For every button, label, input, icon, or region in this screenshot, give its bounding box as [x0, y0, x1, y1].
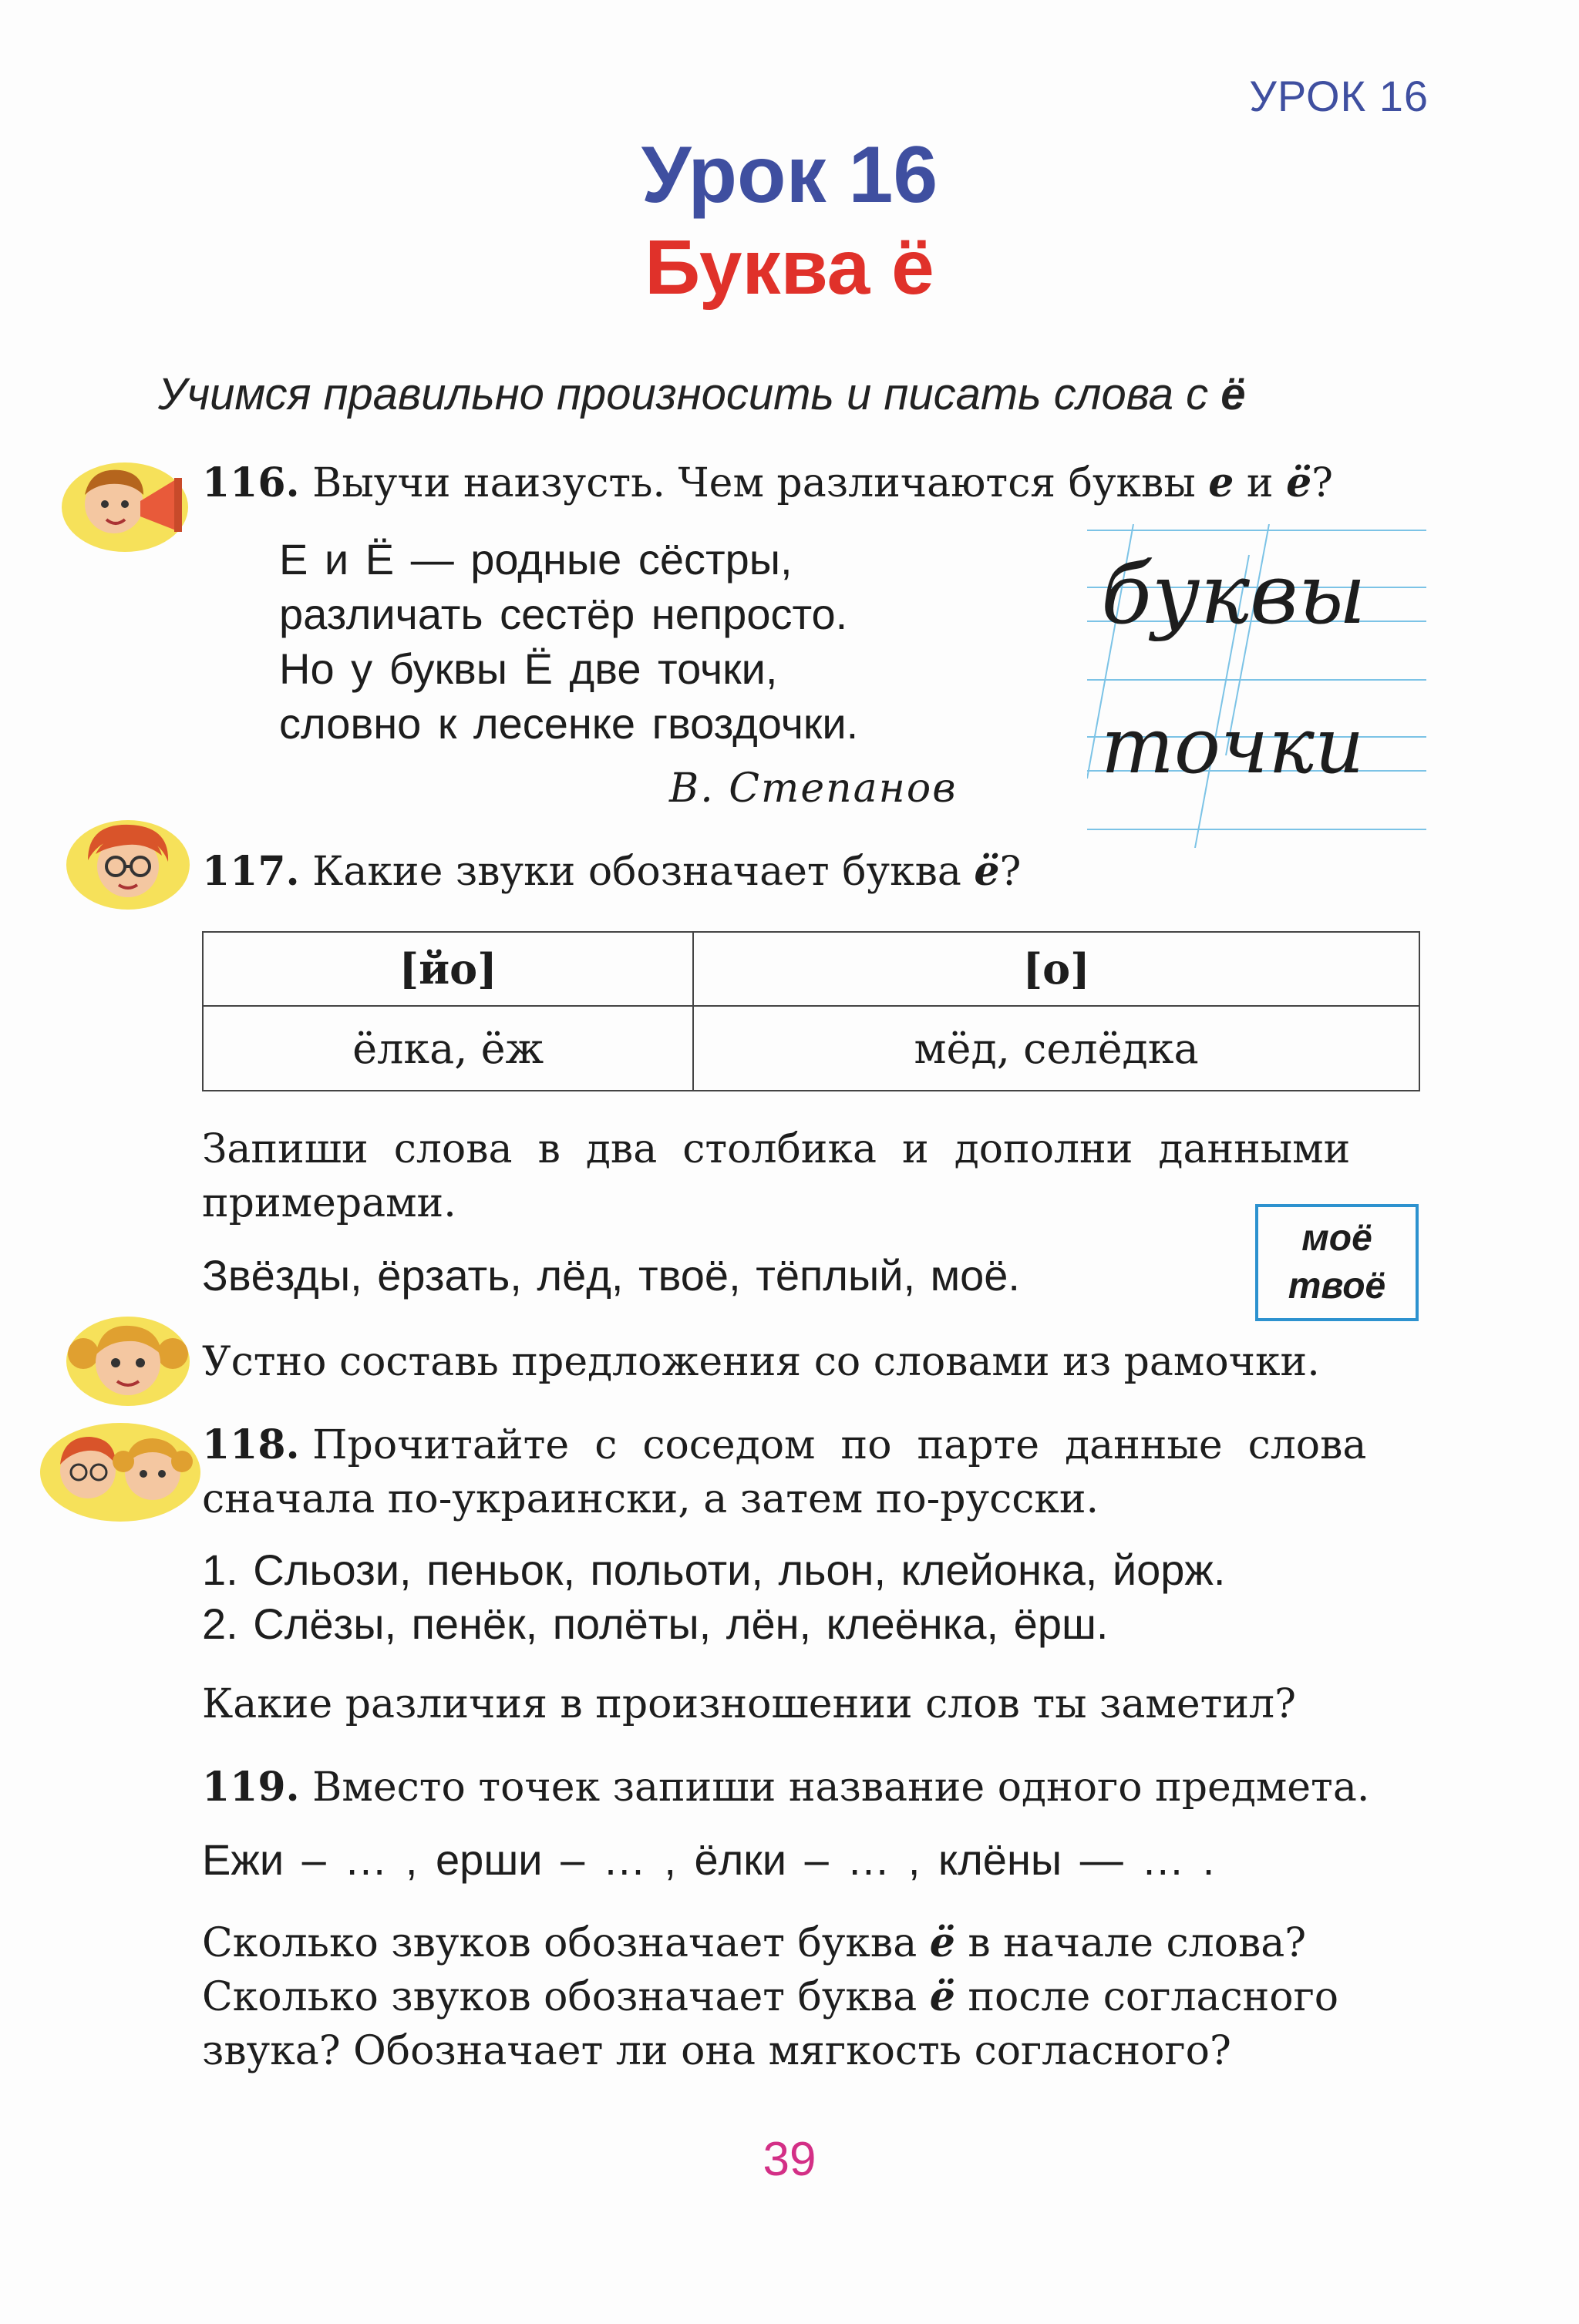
exercise-number: 119.	[202, 1764, 300, 1811]
page-number: 39	[763, 2133, 816, 2186]
list-item: 2. Слёзы, пенёк, полёты, лён, клеёнка, ёрш.	[202, 1599, 1109, 1648]
poem-line: различать сестёр непросто.	[279, 590, 848, 638]
exercise-text: Вместо точек запиши название одного предмета.	[299, 1764, 1370, 1811]
lesson-subtitle: Буква ё	[645, 224, 934, 311]
question	[202, 1916, 1306, 1970]
question: Какие различия в произношении слов ты заметил?	[202, 1681, 1296, 1727]
question-text: Сколько звуков обозначает буква	[202, 1920, 930, 1966]
lesson-title: Урок 16	[641, 130, 938, 220]
letter-yo: ё	[929, 1973, 955, 2020]
girl-pigtails-icon	[60, 1310, 196, 1409]
handwriting-sample	[1087, 524, 1426, 848]
lesson-goal	[158, 368, 1245, 420]
question-mark: ?	[1311, 460, 1334, 506]
exercise-118-heading	[202, 1418, 1366, 1472]
exercise-text: Прочитайте с соседом по парте данные слова	[299, 1422, 1367, 1468]
goal-letter: ё	[1220, 369, 1246, 419]
two-kids-icon	[37, 1417, 204, 1525]
question-text: в начале слова?	[954, 1920, 1307, 1966]
question	[202, 1970, 1338, 2024]
goal-text: Учимся правильно произносить и писать слова с	[158, 369, 1221, 419]
exercise-number: 116.	[202, 459, 300, 506]
boy-megaphone-icon	[60, 456, 196, 555]
word-frame	[1255, 1204, 1419, 1321]
table-header-cell: [о]	[693, 932, 1419, 1006]
frame-word: твоё	[1288, 1266, 1386, 1307]
table-header-row	[203, 932, 1419, 1006]
letter-e: е	[1208, 459, 1234, 506]
conjunction: и	[1234, 460, 1287, 506]
poem-line: Е и Ё — родные сёстры,	[279, 535, 793, 584]
exercise-117-heading	[202, 845, 1021, 899]
table-cell: мёд, селёдка	[693, 1006, 1419, 1091]
frame-word: моё	[1301, 1218, 1372, 1259]
task-line: Запиши слова в два столбика и дополни данными	[202, 1126, 1351, 1172]
poem	[279, 532, 858, 751]
exercise-text: Какие звуки обозначает буква	[299, 849, 975, 895]
exercise-119-heading	[202, 1761, 1369, 1814]
table-cell: ёлка, ёж	[203, 1006, 693, 1091]
letter-yo: ё	[974, 848, 1000, 895]
girl-glasses-icon	[60, 816, 196, 914]
task-line: примерами.	[202, 1180, 456, 1226]
question: звука? Обозначает ли она мягкость согласного?	[202, 2028, 1231, 2074]
word-list: Звёзды, ёрзать, лёд, твоё, тёплый, моё.	[202, 1251, 1020, 1300]
sounds-table	[202, 931, 1420, 1091]
exercise-text: Выучи наизусть. Чем различаются буквы	[299, 460, 1209, 506]
fill-in-line: Ежи – … , ерши – … , ёлки – … , клёны — … .	[202, 1835, 1215, 1884]
question-text: после согласного	[954, 1974, 1339, 2020]
cursive-word: точки	[1101, 701, 1365, 791]
running-header: УРОК 16	[1249, 72, 1429, 120]
exercise-116-heading	[202, 456, 1333, 510]
exercise-number: 118.	[202, 1421, 300, 1468]
table-row	[203, 1006, 1419, 1091]
poem-author: В. Степанов	[669, 765, 958, 812]
table-header-cell: [йо]	[203, 932, 693, 1006]
oral-task: Устно составь предложения со словами из рамочки.	[202, 1339, 1320, 1385]
list-item: 1. Сльози, пеньок, польоти, льон, клейонка, йорж.	[202, 1545, 1226, 1594]
letter-yo: ё	[929, 1919, 955, 1966]
poem-line: словно к лесенке гвоздочки.	[279, 699, 859, 748]
question-text: Сколько звуков обозначает буква	[202, 1974, 930, 2020]
exercise-text-line: сначала по-украински, а затем по-русски.	[202, 1476, 1099, 1522]
letter-yo: ё	[1286, 459, 1312, 506]
cursive-word: буквы	[1101, 547, 1366, 643]
poem-line: Но у буквы Ё две точки,	[279, 644, 778, 693]
question-mark: ?	[999, 849, 1022, 895]
exercise-number: 117.	[202, 848, 300, 895]
